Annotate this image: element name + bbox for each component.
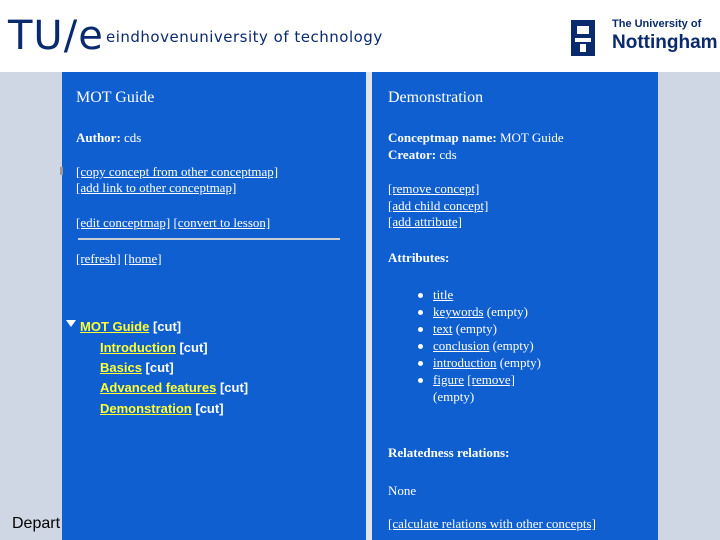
tree-item <box>100 401 224 416</box>
add-attribute-link[interactable]: [add attribute] <box>388 214 462 229</box>
scroll-marker <box>60 167 63 175</box>
creator-label: Creator: <box>388 147 437 162</box>
attribute-note: (empty) <box>492 338 534 353</box>
tree-item-cut[interactable]: [cut] <box>219 380 249 395</box>
tree-root-link[interactable]: MOT Guide <box>80 319 150 334</box>
bullet-icon <box>418 344 423 349</box>
conceptmap-label: Conceptmap name: <box>388 130 497 145</box>
attribute-link[interactable]: text <box>433 321 453 336</box>
tree-item-cut[interactable]: [cut] <box>179 340 208 355</box>
department-text: Depart <box>12 515 61 532</box>
edit-row <box>76 215 270 231</box>
home-link[interactable]: [home] <box>124 251 162 266</box>
creator-row <box>388 147 457 163</box>
tree-item-link[interactable]: Advanced features <box>100 380 217 395</box>
nav-row <box>76 251 162 267</box>
tree-root-cut[interactable]: [cut] <box>152 319 182 334</box>
attribute-item <box>433 338 534 354</box>
left-panel-title: MOT Guide <box>76 89 155 106</box>
attribute-remove-link[interactable]: [remove] <box>467 372 515 387</box>
figure-empty-note: (empty) <box>433 389 475 404</box>
tree-item-cut[interactable]: [cut] <box>145 360 174 375</box>
tree-item-link[interactable]: Introduction <box>100 340 176 355</box>
attribute-link[interactable]: figure <box>433 372 465 387</box>
right-panel-title: Demonstration <box>388 89 484 106</box>
nottingham-text-big: Nottingham <box>612 32 718 53</box>
bullet-icon <box>418 327 423 332</box>
bullet-icon <box>418 310 423 315</box>
relatedness-value: None <box>388 483 417 498</box>
bullet-icon <box>418 378 423 383</box>
attribute-note: (empty) <box>499 355 541 370</box>
attribute-link[interactable]: title <box>433 287 454 302</box>
refresh-link[interactable]: [refresh] <box>76 251 121 266</box>
attribute-link[interactable]: keywords <box>433 304 484 319</box>
calculate-relations-link[interactable]: [calculate relations with other concepts] <box>388 516 596 531</box>
tree-item <box>100 340 208 355</box>
separator-line <box>78 238 340 240</box>
creator-value: cds <box>439 147 457 162</box>
tree-root <box>80 319 181 334</box>
edit-conceptmap-link[interactable]: [edit conceptmap] <box>76 215 171 230</box>
copy-concept-link[interactable]: [copy concept from other conceptmap] <box>76 164 279 179</box>
nottingham-text-small: The University of <box>612 18 702 30</box>
nottingham-crest-icon <box>568 16 598 60</box>
attribute-item <box>433 304 528 320</box>
relatedness-label: Relatedness relations: <box>388 445 510 460</box>
tree-item-link[interactable]: Basics <box>100 360 142 375</box>
author-label: Author: <box>76 130 121 145</box>
attribute-link[interactable]: conclusion <box>433 338 490 353</box>
attribute-note: (empty) <box>486 304 528 319</box>
add-child-link[interactable]: [add child concept] <box>388 198 489 213</box>
author-row <box>76 130 141 146</box>
tue-subtitle: eindhovenuniversity of technology <box>106 28 383 46</box>
tree-item <box>100 380 248 395</box>
tree-item <box>100 360 174 375</box>
collapse-triangle-icon[interactable] <box>66 320 76 327</box>
attribute-note: (empty) <box>455 321 497 336</box>
nottingham-logo <box>568 16 716 60</box>
conceptmap-row <box>388 130 564 146</box>
conceptmap-value: MOT Guide <box>499 130 564 145</box>
tree-item-link[interactable]: Demonstration <box>100 401 192 416</box>
tue-logo: TU/e <box>8 13 104 59</box>
header-bar <box>0 0 720 72</box>
author-value: cds <box>124 130 142 145</box>
attribute-item <box>433 287 453 303</box>
attribute-item <box>433 321 497 337</box>
tree-item-cut[interactable]: [cut] <box>195 401 224 416</box>
add-link-link[interactable]: [add link to other conceptmap] <box>76 180 237 195</box>
bullet-icon <box>418 293 423 298</box>
convert-lesson-link[interactable]: [convert to lesson] <box>173 215 271 230</box>
attribute-item <box>433 355 541 371</box>
attributes-label: Attributes: <box>388 250 450 265</box>
attribute-item <box>433 372 515 388</box>
bullet-icon <box>418 361 423 366</box>
remove-concept-link[interactable]: [remove concept] <box>388 181 480 196</box>
attribute-link[interactable]: introduction <box>433 355 497 370</box>
